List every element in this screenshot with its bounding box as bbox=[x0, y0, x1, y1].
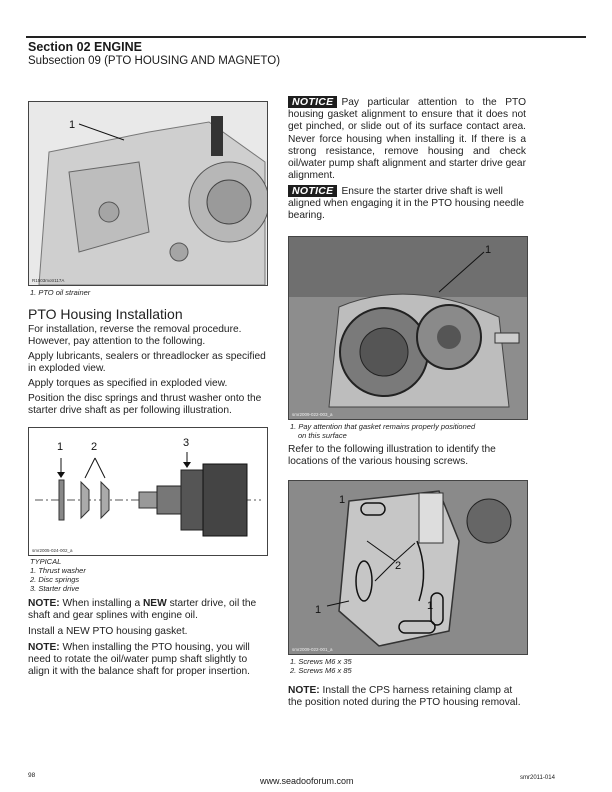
subsection-title: Subsection 09 (PTO HOUSING AND MAGNETO) bbox=[28, 55, 281, 67]
notice-gasket-alignment: NOTICE Pay particular attention to the PTO housing gasket alignment to ensure that it does not get pinched, or slide out of its surface contact area. Never force housing when installing it. If there is a strong resistance, remove housing and check oil/water pump shaft alignment and starter drive gear alignment. bbox=[288, 96, 526, 182]
note-cps-harness: NOTE: Install the CPS harness retaining clamp at the position noted during the PTO housing removal. bbox=[288, 685, 521, 709]
note-starter-drive: NOTE: When installing a NEW starter drive, oil the shaft and gear splines with engine oil. bbox=[28, 598, 257, 622]
callout-1: 1 bbox=[427, 600, 434, 612]
paragraph-install-gasket: Install a NEW PTO housing gasket. bbox=[28, 626, 188, 637]
figure-housing-screws bbox=[288, 480, 528, 655]
footer-site: www.seadooforum.com bbox=[260, 776, 354, 786]
callout-1: 1 bbox=[315, 604, 322, 616]
notice-badge: NOTICE bbox=[288, 185, 337, 197]
notice-badge: NOTICE bbox=[288, 96, 337, 108]
header-rule bbox=[26, 36, 586, 38]
figure-id: smr2005-024-002_a bbox=[32, 548, 73, 553]
footer-code: smr2011-014 bbox=[520, 775, 555, 781]
callout-1: 1 bbox=[485, 244, 492, 256]
figure-gasket-surface bbox=[288, 236, 528, 420]
paragraph-lubricants: Apply lubricants, sealers or threadlocker as specified in exploded view. bbox=[28, 351, 266, 375]
callout-2: 2 bbox=[395, 560, 402, 572]
paragraph-torques: Apply torques as specified in exploded view. bbox=[28, 378, 228, 389]
callout-1: 1 bbox=[57, 441, 64, 453]
callout-3: 3 bbox=[183, 437, 190, 449]
paragraph-disc-springs: Position the disc springs and thrust washer onto the starter drive shaft as per following illustration. bbox=[28, 393, 262, 417]
section-title: Section 02 ENGINE bbox=[28, 40, 142, 54]
figure-id: R1503motr117A bbox=[32, 278, 65, 283]
paragraph-reverse-procedure: For installation, reverse the removal procedure. However, pay attention to the following. bbox=[28, 324, 242, 348]
figure-caption: TYPICAL 1. Thrust washer 2. Disc springs 3. Starter drive bbox=[30, 557, 86, 593]
callout-2: 2 bbox=[91, 441, 98, 453]
section-heading: PTO Housing Installation bbox=[28, 306, 183, 322]
callout-1: 1 bbox=[339, 494, 346, 506]
notice-starter-shaft: NOTICE Ensure the starter drive shaft is well aligned when engaging it in the PTO housing needle bearing. bbox=[288, 185, 524, 222]
note-pto-housing: NOTE: When installing the PTO housing, you will need to rotate the oil/water pump shaft slightly to align it with the balance shaft for proper insertion. bbox=[28, 642, 250, 678]
callout-1: 1 bbox=[69, 119, 76, 131]
figure-id: smr2009-022-001_a bbox=[292, 647, 333, 652]
figure-caption: 1. PTO oil strainer bbox=[30, 288, 91, 297]
page-number: 98 bbox=[28, 772, 36, 779]
figure-starter-drive bbox=[28, 427, 268, 556]
figure-id: smr2009-022-003_a bbox=[292, 412, 333, 417]
figure-caption: 1. Screws M6 x 35 2. Screws M6 x 85 bbox=[290, 657, 352, 675]
figure-caption: 1. Pay attention that gasket remains properly positioned on this surface bbox=[290, 422, 476, 440]
paragraph-refer-screws: Refer to the following illustration to identify the locations of the various housing screws. bbox=[288, 444, 496, 468]
figure-pto-oil-strainer bbox=[28, 101, 268, 286]
